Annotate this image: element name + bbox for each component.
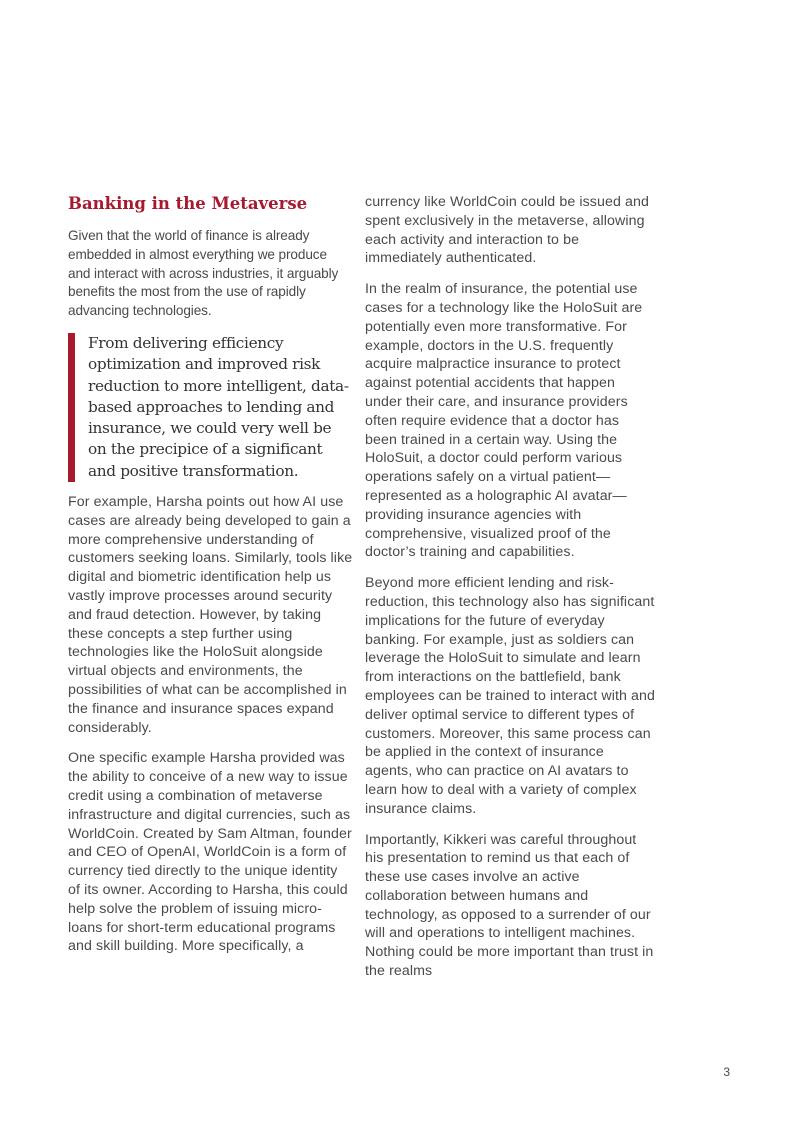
page-number: 3 [723, 1065, 730, 1079]
body-paragraph: In the realm of insurance, the potential use cases for a technology like the HoloSuit are potentially even more transformative. For example, doctors in the U.S. frequently acquire malpractice insurance to protect against potential accidents that happen under their care, and insurance providers often require evidence that a doctor has been trained in a certain way. Using the HoloSuit, a doctor could perform various operations safely on a virtual patient—represented as a holographic AI avatar—providing insurance agencies with comprehensive, visualized proof of the doctor’s training and capabilities. [365, 281, 643, 561]
body-paragraph: For example, Harsha points out how AI use cases are already being developed to gain a more comprehensive understanding of customers seeking loans. Similarly, tools like digital and biometric identification help us vastly improve processes around security and fraud detection. However, by taking these concepts a step further using technologies like the HoloSuit alongside virtual objects and environments, the possibilities of what can be accomplished in the finance and insurance spaces expand considerably. [68, 494, 353, 736]
body-paragraph: Importantly, Kikkeri was careful throughout his presentation to remind us that each of these use cases involve an active collaboration between humans and technology, as opposed to a surrender of our will and operations to intelligent machines. Nothing could be more important than trust in the realms [365, 831, 654, 980]
body-paragraph: Beyond more efficient lending and risk-reduction, this technology also has significant implications for the future of everyday banking. For example, just as soldiers can leverage the HoloSuit to simulate and learn from interactions on the battlefield, bank employees can be trained to interact with and deliver optimal service to different types of customers. Moreover, this same process can be applied in the context of insurance agents, who can practice on AI avatars to learn how to deal with a variety of complex insurance claims. [365, 575, 655, 817]
left-column [68, 193, 353, 968]
right-column [365, 193, 655, 993]
section-heading: Banking in the Metaverse [68, 194, 308, 213]
body-paragraph: One specific example Harsha provided was the ability to conceive of a new way to issue credit using a combination of metaverse infrastructure and digital currencies, such as WorldCoin. Created by Sam Altman, founder and CEO of OpenAI, WorldCoin is a form of currency tied directly to the unique identity of its owner. According to Harsha, this could help solve the problem of issuing micro-loans for short-term educational programs and skill building. More specifically, a [68, 750, 352, 955]
pull-quote: From delivering efficiency optimization and improved risk reduction to more intelligent, data-based approaches to lending and insurance, we could very well be on the precipice of a significant and positive transformation. [68, 333, 353, 482]
intro-paragraph: Given that the world of finance is already embedded in almost everything we produce and interact with across industries, it arguably benefits the most from the use of rapidly advancing technologies. [68, 228, 339, 319]
body-paragraph: currency like WorldCoin could be issued and spent exclusively in the metaverse, allowing each activity and interaction to be immediately authenticated. [365, 194, 649, 267]
